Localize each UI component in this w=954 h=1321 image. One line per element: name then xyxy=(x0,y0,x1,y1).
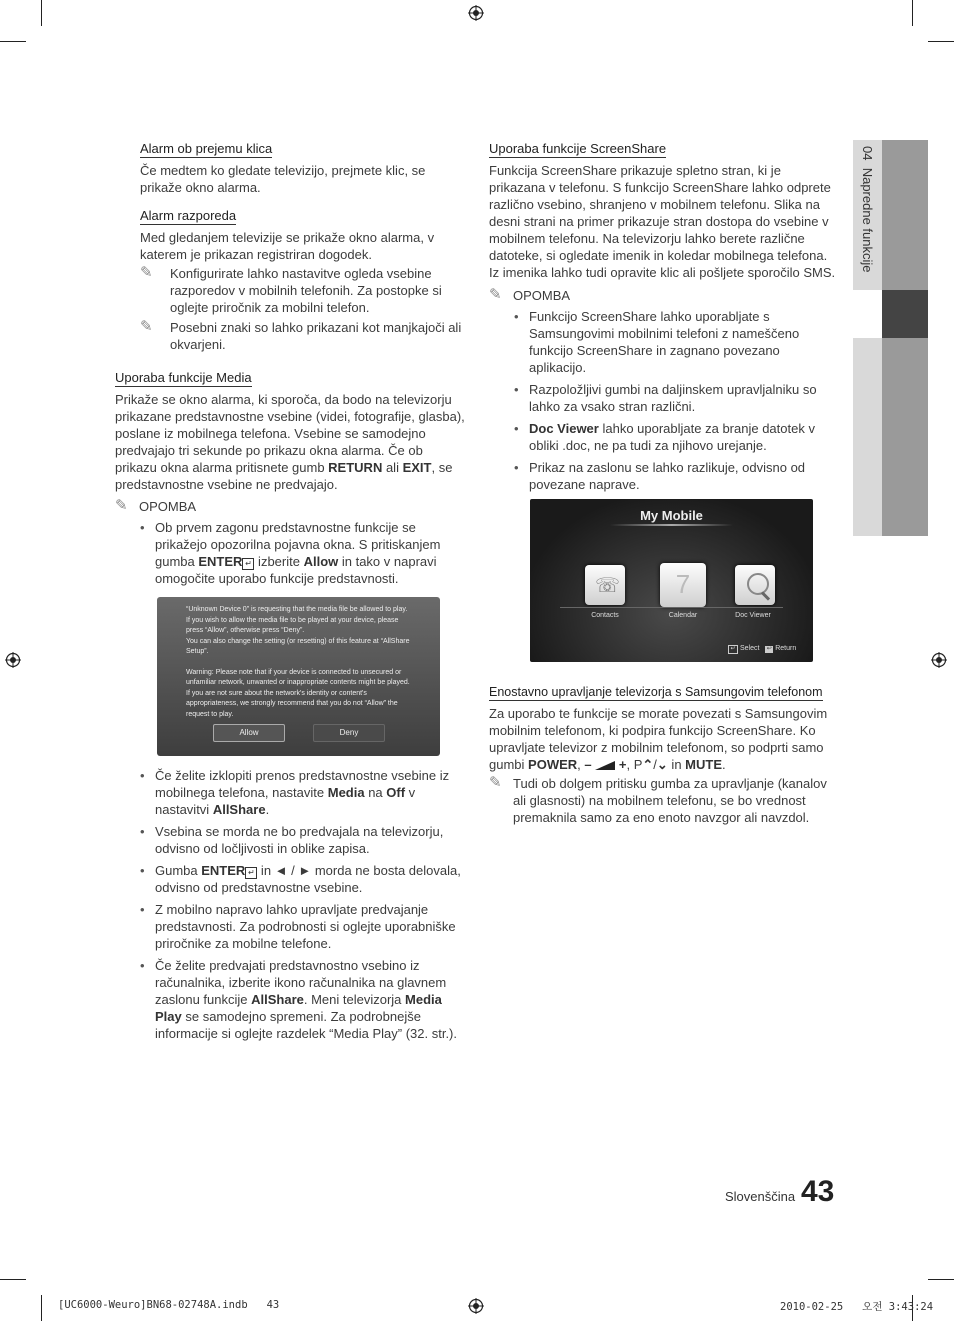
calendar-label: Calendar xyxy=(668,612,698,619)
footer-language: Slovenščina xyxy=(725,1189,796,1204)
crop-mark xyxy=(0,1279,26,1280)
side-tab-strip xyxy=(882,140,928,290)
screen-footer xyxy=(728,645,796,654)
opomba-label: ✎ OPOMBA xyxy=(489,286,571,303)
return-icon: ↩ xyxy=(766,646,772,652)
screen-reflection xyxy=(560,607,783,608)
crop-mark xyxy=(928,1279,954,1280)
registration-mark-icon xyxy=(5,652,21,668)
list-item: • Doc Viewer lahko uporabljate za branje datotek v obliki .doc, ne pa tudi za njihovo urejanje. xyxy=(514,420,824,454)
enter-icon: ↵ xyxy=(728,645,738,654)
pencil-note-icon: ✎ xyxy=(140,264,153,281)
registration-mark-icon xyxy=(931,652,947,668)
list-item: • Funkcijo ScreenShare lahko uporabljate s Samsungovimi mobilnimi telefoni z nameščeno funkcijo ScreenShare in zagnano povezano aplikacijo. xyxy=(514,308,824,376)
screen-title: My Mobile xyxy=(640,508,703,523)
media-permission-dialog xyxy=(157,597,440,756)
enter-icon: ↵ xyxy=(245,867,257,879)
chevron-up-icon: ⌃ xyxy=(642,757,654,772)
opomba-label: ✎ OPOMBA xyxy=(115,497,197,514)
list-item: • Če želite izklopiti prenos predstavnostne vsebine iz mobilnega telefona, nastavite Media na Off v nastavitvi AllShare. xyxy=(140,767,465,818)
dialog-text: If you are not sure about the network's identity or content's appropriateness, we strongly recommend that you do not “Allow” the request to play. xyxy=(186,689,398,718)
select-hint: Select xyxy=(739,645,760,652)
crop-mark xyxy=(41,0,42,26)
crop-mark xyxy=(41,1295,42,1321)
list-item: • Če želite predvajati predstavnostno vsebino iz računalnika, izberite ikono računalnika na glavnem zaslonu funkcije AllShare. Meni televizorja Media Play se samodejno spremeni. Za podrobnejše informacije si oglejte razdelek “Media Play” (32. str.). xyxy=(140,957,465,1042)
chevron-down-icon: ⌄ xyxy=(656,757,668,772)
pencil-note-icon: ✎ xyxy=(489,286,502,303)
doc-viewer-label: Doc Viewer xyxy=(735,612,771,619)
section-text: Funkcija ScreenShare prikazuje spletno stran, ki je prikazana v telefonu. S funkcijo ScreenShare lahko odprete različno vsebino, shranjeno v mobilnem telefonu. Slika na desni strani na primer prikazuje stran dostopa do vsebine v mobilnem telefonu. Na televizorju lahko berete različne datoteke, si ogledate imenik in koledar mobilnega telefona. Iz imenika lahko tudi opravite klic ali pošljete sporočilo SMS. xyxy=(489,163,836,280)
crop-mark xyxy=(912,0,913,26)
enter-icon: ↵ xyxy=(242,558,254,570)
section-heading: Uporaba funkcije ScreenShare xyxy=(489,141,667,156)
side-tab-label xyxy=(860,146,875,346)
calendar-day: 7 xyxy=(675,569,691,599)
file-info: [UC6000-Weuro]BN68-02748A.indb 43 xyxy=(58,1299,280,1311)
registration-mark-icon xyxy=(468,5,484,21)
chapter-number: 04 xyxy=(860,146,875,161)
section-heading: Uporaba funkcije Media xyxy=(115,370,252,385)
dialog-text: Warning: Please note that if your device is connected to unsecured or unfamiliar network, unwanted or inappropriate contents might be played. xyxy=(186,668,410,686)
section-heading: Alarm ob prejemu klica xyxy=(140,141,273,156)
list-item: • Razpoložljivi gumbi na daljinskem upravljalniku so lahko za vsako stran različni. xyxy=(514,381,824,415)
note: ✎ Posebni znaki so lahko prikazani kot manjkajoči ali okvarjeni. xyxy=(140,318,462,352)
print-timestamp: 2010-02-25 오전 3:43:24 xyxy=(780,1301,934,1313)
dialog-text: If you wish to allow the media file to be played at your device, please press “Allow”, otherwise press “Deny”. xyxy=(186,616,399,634)
deny-button[interactable]: Deny xyxy=(313,724,385,742)
list-item: • Vsebina se morda ne bo predvajala na televizorju, odvisno od ločljivosti in oblike zapisa. xyxy=(140,823,465,857)
section-text: Prikaže se okno alarma, ki sporoča, da bodo na televizorju prikazane predstavnostne vsebine (videi, fotografije, glasba), poslane iz mobilnega telefona. Vsebine se samodejno predvajajo tri sekunde po prikazu okna alarma. Če ob prikazu okna alarma pritisnete gumb RETURN ali EXIT, se predstavnostne vsebine ne predvajajo. xyxy=(115,392,465,492)
note: ✎ Konfigurirate lahko nastavitve ogleda vsebine razporedov v mobilnih telefonih. Za postopke si oglejte priročnik za mobilni telefon. xyxy=(140,264,442,315)
list-item: • Gumba ENTER ↵ in ◄ / ► morda ne bosta delovala, odvisno od predstavnostne vsebine. xyxy=(140,862,465,896)
left-section-schedule xyxy=(140,207,465,353)
side-tab-active xyxy=(882,290,928,338)
left-bullets-continued xyxy=(140,767,465,1047)
volume-ramp-icon xyxy=(595,761,615,770)
section-heading: Enostavno upravljanje televizorja s Samsungovim telefonom xyxy=(489,685,823,699)
pencil-note-icon: ✎ xyxy=(489,774,502,791)
section-text: Za uporabo te funkcije se morate povezati s Samsungovim mobilnim telefonom, ki podpira funkcijo ScreenShare. Ko upravljate televizor z mobilnim telefonom, so podprti samo gumbi POWER, – +, P⌃/⌄ in MUTE. xyxy=(489,706,828,772)
section-heading: Alarm razporeda xyxy=(140,208,237,223)
registration-mark-icon xyxy=(468,1298,484,1314)
section-text: Če medtem ko gledate televizijo, prejmete klic, se prikaže okno alarma. xyxy=(140,163,426,195)
right-section-screenshare xyxy=(489,140,837,498)
section-text: Med gledanjem televizije se prikaže okno alarma, v katerem je prikazan registriran dogodek. xyxy=(140,230,435,262)
contacts-icon[interactable]: ☏ xyxy=(585,565,625,605)
allow-button[interactable]: Allow xyxy=(213,724,285,742)
note: ✎ Tudi ob dolgem pritisku gumba za upravljanje (kanalov ali glasnosti) na mobilnem telefonu, se bo vrednost premaknila samo za eno enoto navzgor ali navzdol. xyxy=(489,774,827,825)
crop-mark xyxy=(0,41,26,42)
left-section-media xyxy=(115,369,465,592)
list-item: • Z mobilno napravo lahko upravljate predvajanje predstavnosti. Za podrobnosti si oglejte uporabniške priročnike za mobilne telefone. xyxy=(140,901,465,952)
return-hint: Return xyxy=(775,645,797,652)
page-number: 43 xyxy=(801,1175,835,1208)
contacts-label: Contacts xyxy=(591,612,619,619)
screen-title-glow xyxy=(610,524,733,526)
doc-viewer-icon[interactable] xyxy=(735,565,775,605)
pencil-note-icon: ✎ xyxy=(115,497,128,514)
chapter-title: Napredne funkcije xyxy=(860,167,875,273)
side-tab-strip xyxy=(882,338,928,536)
pencil-note-icon: ✎ xyxy=(140,318,153,335)
my-mobile-screen xyxy=(530,499,813,662)
list-item: • Prikaz na zaslonu se lahko razlikuje, odvisno od povezane naprave. xyxy=(514,459,824,493)
list-item: • Ob prvem zagonu predstavnostne funkcije se prikažejo opozorilna pojavna okna. S pritiskanjem gumba ENTER ↵ izberite Allow in tako v napravi omogočite uporabo funkcije predstavnosti. xyxy=(140,519,465,587)
left-section-incoming-call xyxy=(140,140,465,196)
right-section-phone-control xyxy=(489,683,837,826)
crop-mark xyxy=(928,41,954,42)
dialog-text: “Unknown Device 0” is requesting that the media file be allowed to play. xyxy=(186,606,408,613)
dialog-text: You can also change the setting (or resetting) of this feature at “AllShare Setup”. xyxy=(186,637,410,655)
calendar-icon[interactable] xyxy=(660,563,706,607)
